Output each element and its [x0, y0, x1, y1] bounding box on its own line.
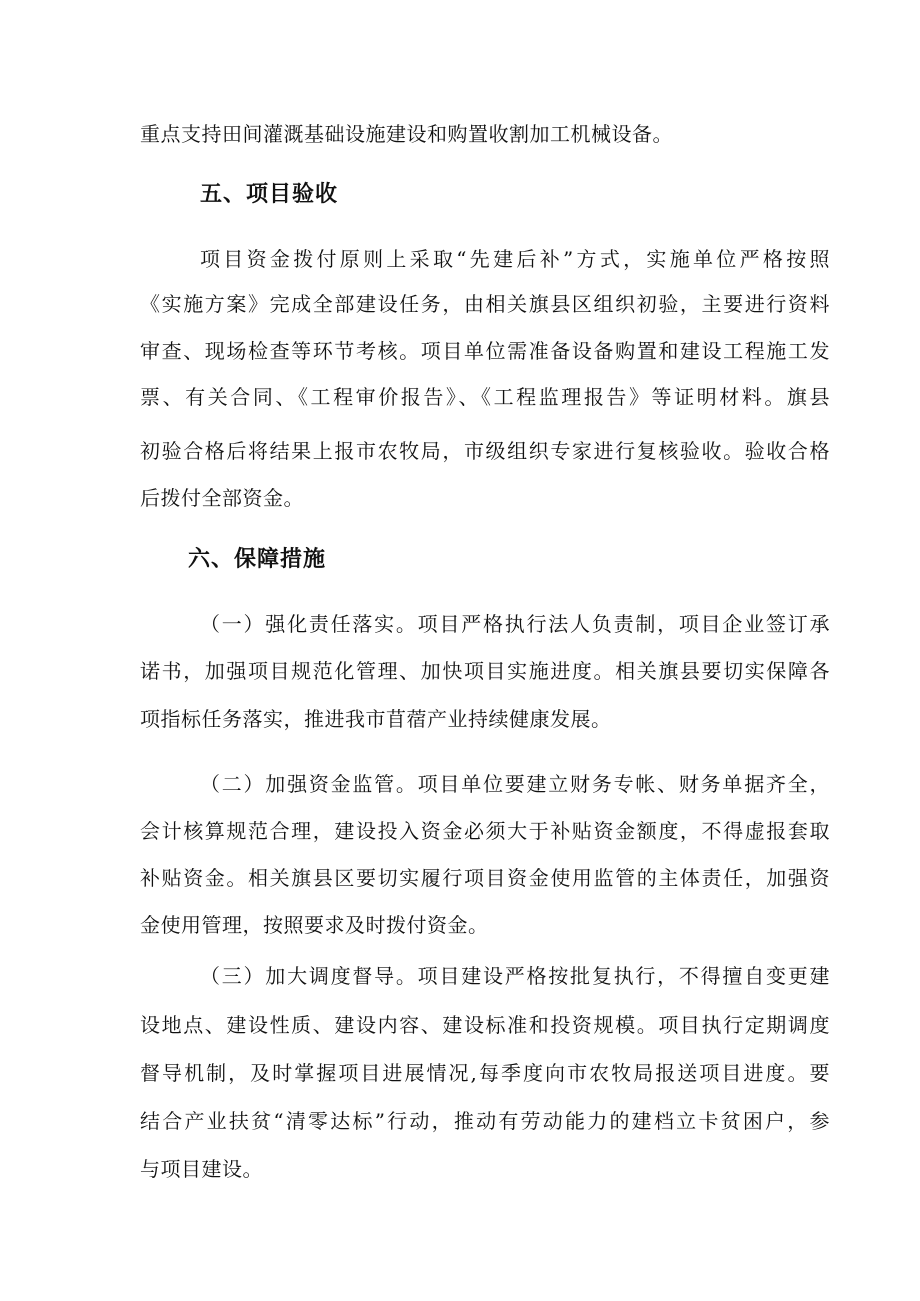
- paragraph-line: 结合产业扶贫“清零达标”行动，推动有劳动能力的建档立卡贫困户，参: [140, 1109, 830, 1133]
- paragraph-line: （一）强化责任落实。项目严格执行法人负责制，项目企业签订承: [200, 612, 830, 636]
- paragraph-line: （二）加强资金监管。项目单位要建立财务专帐、财务单据齐全，: [200, 772, 830, 796]
- paragraph-line: 补贴资金。相关旗县区要切实履行项目资金使用监管的主体责任，加强资: [140, 866, 830, 890]
- paragraph-line: 设地点、建设性质、建设内容、建设标准和投资规模。项目执行定期调度: [140, 1013, 830, 1037]
- paragraph-line: 督导机制，及时掌握项目进展情况,每季度向市农牧局报送项目进度。要: [140, 1061, 830, 1085]
- section-heading-safeguards: 六、保障措施: [188, 547, 327, 572]
- paragraph-line: 票、有关合同、《工程审价报告》、《工程监理报告》等证明材料。旗县: [140, 385, 830, 409]
- paragraph-line: 《实施方案》完成全部建设任务，由相关旗县区组织初验，主要进行资料: [140, 292, 830, 316]
- paragraph-line: 会计核算规范合理，建设投入资金必须大于补贴资金额度，不得虚报套取: [140, 819, 830, 843]
- paragraph-line: 后拨付全部资金。: [140, 486, 304, 510]
- paragraph-line: 诺书，加强项目规范化管理、加快项目实施进度。相关旗县要切实保障各: [140, 659, 830, 683]
- paragraph-line: （三）加大调度督导。项目建设严格按批复执行，不得擅自变更建: [200, 964, 830, 988]
- paragraph-line: 初验合格后将结果上报市农牧局，市级组织专家进行复核验收。验收合格: [140, 439, 830, 463]
- paragraph-line: 与项目建设。: [140, 1157, 263, 1181]
- paragraph-line: 项指标任务落实，推进我市苜蓿产业持续健康发展。: [140, 707, 612, 731]
- paragraph-line: 项目资金拨付原则上采取“先建后补”方式，实施单位严格按照: [200, 247, 830, 271]
- paragraph-line: 金使用管理，按照要求及时拨付资金。: [140, 913, 489, 937]
- paragraph-line: 审查、现场检查等环节考核。项目单位需准备设备购置和建设工程施工发: [140, 339, 830, 363]
- intro-line: 重点支持田间灌溉基础设施建设和购置收割加工机械设备。: [140, 122, 673, 146]
- section-heading-acceptance: 五、项目验收: [200, 182, 339, 207]
